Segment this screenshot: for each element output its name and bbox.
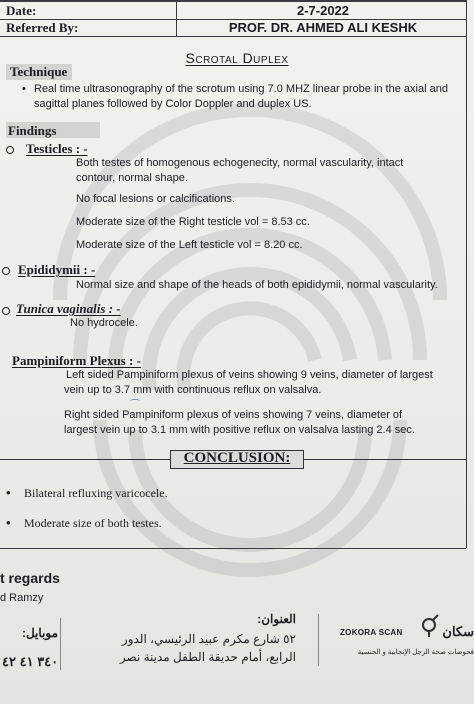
pampiniform-right: [64, 408, 466, 438]
zokora-logo: [340, 612, 474, 672]
pampiniform-heading: Pampiniform Plexus : -: [12, 353, 141, 368]
epididymii-bullet: [2, 267, 10, 275]
pampiniform-left-line-2: vein up to 3.7 mm with continuous reflux on valsalva.: [64, 384, 322, 396]
technique-text: [34, 82, 464, 112]
date-label: Date:: [6, 3, 37, 18]
tunica-heading: Tunica vaginalis : -: [16, 301, 121, 316]
conclusion-bullet-2: •: [6, 515, 11, 530]
technique-line-2: sagittal planes followed by Color Doppler and duplex US.: [34, 98, 312, 110]
footer-divider-left: [60, 618, 61, 670]
technique-line-1: Real time ultrasonography of the scrotum using 7.0 MHZ linear probe in the axial and: [34, 83, 448, 95]
testicles-description: [76, 156, 446, 186]
footer-divider-right: [318, 614, 319, 666]
testicles-heading: Testicles : -: [26, 141, 88, 156]
address-line-1: ٥٢ شارع مكرم عبيد الرئيسي، الدور: [121, 632, 296, 646]
logo-subtitle: فحوصات صحة الرجل الإنجابية و الجنسية: [357, 649, 474, 656]
tunica-text: No hydrocele.: [70, 317, 138, 329]
pampiniform-left-line-1: Left sided Pampiniform plexus of veins showing 9 veins, diameter of largest: [66, 369, 433, 381]
testicles-bullet: [6, 146, 14, 154]
mobile-label: موبايل:: [21, 626, 58, 640]
mobile-number: ٣٤٠ ٤١ ٤٢: [2, 654, 59, 669]
logo-arabic: سكان: [442, 624, 474, 639]
pampiniform-right-line-1: Right sided Pampiniform plexus of veins showing 7 veins, diameter of: [64, 409, 403, 421]
conclusion-item-2: Moderate size of both testes.: [24, 516, 162, 530]
pen-mark: ⌒: [130, 400, 140, 411]
referred-by-value: PROF. DR. AHMED ALI KESHK: [228, 20, 418, 35]
testicles-line-4: Moderate size of the Right testicle vol = 8.53 cc.: [76, 216, 310, 228]
page-border-right: [466, 0, 467, 548]
header-row-date: [0, 2, 466, 20]
technique-bullet: •: [22, 83, 26, 95]
epididymii-text: Normal size and shape of the heads of both epididymii, normal vascularity.: [76, 279, 438, 291]
logo-english: ZOKORA SCAN: [340, 628, 403, 637]
epididymii-heading: Epididymii : -: [18, 262, 96, 277]
header-row-referred: [0, 19, 466, 37]
referred-by-label: Referred By:: [6, 20, 79, 35]
conclusion-heading: CONCLUSION:: [183, 450, 291, 466]
signature-regards: t regards: [0, 570, 60, 586]
conclusion-item-1: Bilateral refluxing varicocele.: [24, 486, 168, 500]
pampiniform-left: [66, 368, 466, 398]
testicles-line-1: Both testes of homogenous echogenecity, normal vascularity, intact: [76, 157, 404, 169]
testicles-line-5: Moderate size of the Left testicle vol = 8.20 cc.: [76, 239, 303, 251]
conclusion-bullet-1: •: [6, 485, 11, 500]
address-line-2: الرابع، أمام حديقة الطفل مدينة نصر: [119, 650, 296, 664]
address-label: العنوان:: [257, 612, 296, 626]
report-title: Scrotal Duplex: [185, 50, 289, 66]
tunica-bullet: [2, 307, 10, 315]
technique-heading: Technique: [10, 64, 68, 79]
date-value: 2-7-2022: [296, 3, 350, 18]
pampiniform-right-line-2: largest vein up to 3.1 mm with positive reflux on valsalva lasting 2.4 sec.: [64, 424, 415, 436]
signature-name: d Ramzy: [0, 592, 44, 604]
page-border-bottom: [0, 548, 466, 549]
testicles-line-3: No focal lesions or calcifications.: [76, 193, 235, 205]
findings-heading: Findings: [8, 123, 57, 138]
testicles-line-2: contour, normal shape.: [76, 172, 188, 184]
